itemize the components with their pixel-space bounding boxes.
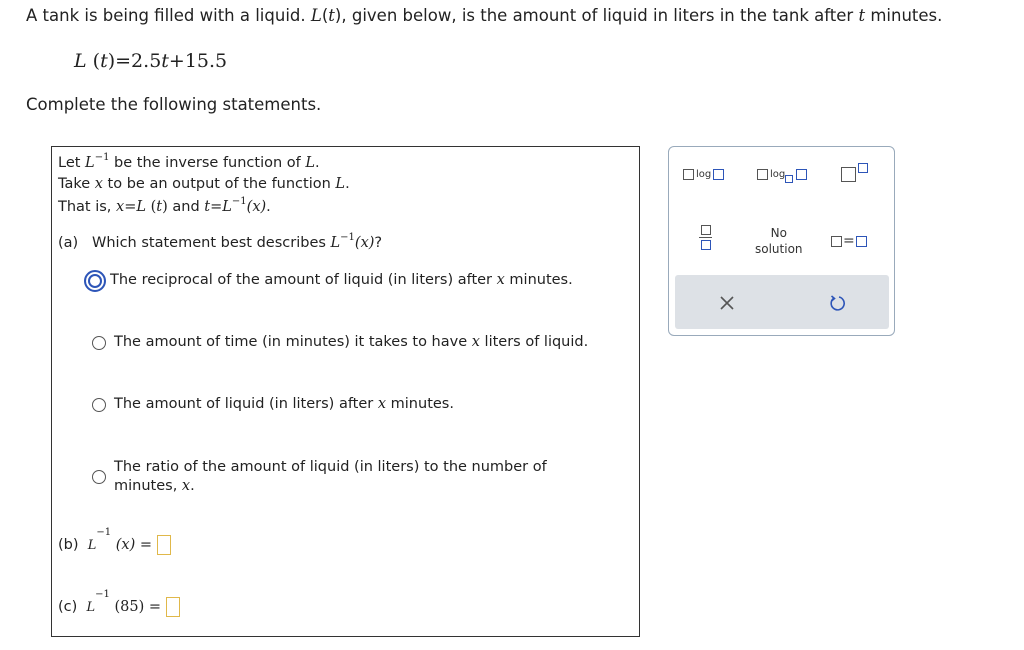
intro-line-3: That is, x=L (t) and $t=L^{-1}(x)$.: [58, 196, 271, 215]
intro-line-2: Take x to be an output of the function L.: [58, 176, 350, 192]
fraction-button[interactable]: [699, 225, 712, 250]
question-box: [51, 146, 640, 637]
no-solution-button[interactable]: No solution: [755, 226, 803, 256]
answer-input-c[interactable]: [166, 597, 180, 617]
radio-button[interactable]: [92, 470, 106, 484]
intro-line-1: Let $L^{-1}$ be the inverse function of L.: [58, 152, 320, 171]
radio-button[interactable]: [92, 336, 106, 350]
exponent-button[interactable]: [841, 167, 868, 182]
option-time[interactable]: The amount of time (in minutes) it takes to have x liters of liquid.: [92, 334, 588, 350]
option-liquid[interactable]: The amount of liquid (in liters) after x minutes.: [92, 396, 454, 412]
part-a-question: (a) Which statement best describes $L^{-1}(x)$?: [58, 232, 383, 251]
option-reciprocal[interactable]: The reciprocal of the amount of liquid (in liters) after x minutes.: [88, 272, 573, 292]
function-formula: L (t)=2.5t+15.5: [74, 50, 228, 72]
part-b: (b) $L^{-1}$ (x) =: [58, 535, 171, 555]
option-ratio[interactable]: The ratio of the amount of liquid (in liters) to the number of minutes, x.: [92, 458, 547, 496]
answer-input-b[interactable]: [157, 535, 171, 555]
radio-selected[interactable]: [84, 270, 106, 292]
instruction-text: Complete the following statements.: [26, 95, 322, 114]
math-palette: [668, 146, 895, 336]
equals-button[interactable]: =: [831, 233, 867, 249]
x-icon[interactable]: [715, 291, 739, 315]
log-button[interactable]: log: [683, 169, 724, 180]
undo-icon[interactable]: [826, 291, 850, 315]
problem-statement: A tank is being filled with a liquid. L(t), given below, is the amount of liquid in liters in the tank after t minutes.: [26, 6, 943, 25]
part-c: (c) $L^{-1}$ (85) =: [58, 597, 180, 617]
log-base-button[interactable]: log: [757, 169, 807, 180]
radio-button[interactable]: [92, 398, 106, 412]
palette-toolbar: [675, 275, 889, 329]
